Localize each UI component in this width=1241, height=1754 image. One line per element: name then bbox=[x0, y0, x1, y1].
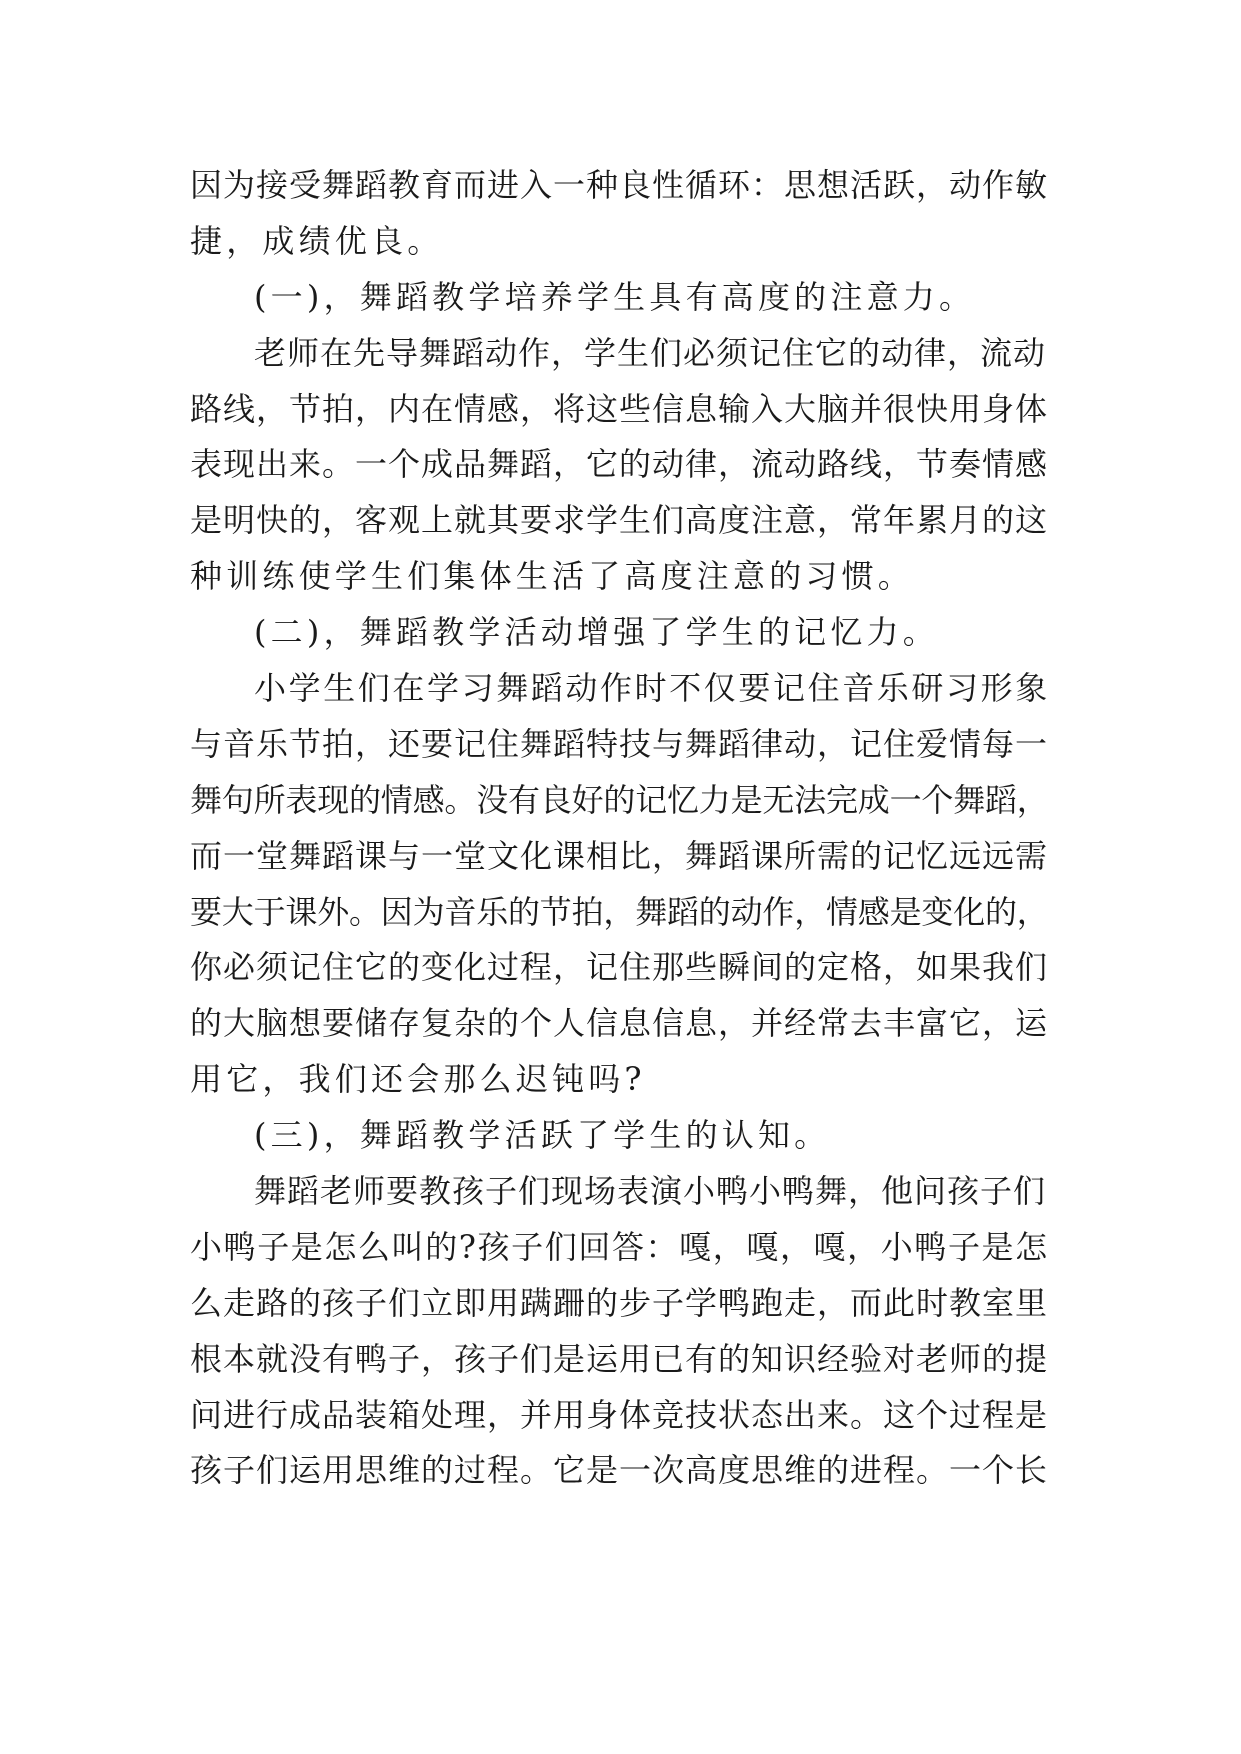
paragraph-memory bbox=[190, 661, 1050, 1108]
text-line: 捷，成绩优良。 bbox=[190, 221, 444, 260]
text-line: 问进行成品装箱处理，并用身体竞技状态出来。这个过程是 bbox=[190, 1395, 1049, 1434]
text-line: 么走路的孩子们立即用蹒跚的步子学鸭跑走，而此时教室里 bbox=[190, 1283, 1049, 1322]
paragraph-cognition bbox=[190, 1164, 1050, 1499]
text-line: 路线，节拍，内在情感，将这些信息输入大脑并很快用身体 bbox=[190, 389, 1049, 428]
text-line: 是明快的，客观上就其要求学生们高度注意，常年累月的这 bbox=[190, 501, 1049, 540]
text-line: 小学生们在学习舞蹈动作时不仅要记住音乐研习形象 bbox=[254, 669, 1050, 708]
text-line: 舞句所表现的情感。没有良好的记忆力是无法完成一个舞蹈， bbox=[190, 780, 1049, 819]
section-heading-2 bbox=[190, 605, 1050, 661]
section-heading-3 bbox=[190, 1108, 1050, 1164]
text-line: 要大于课外。因为音乐的节拍，舞蹈的动作，情感是变化的， bbox=[190, 892, 1049, 931]
paragraph-attention bbox=[190, 326, 1050, 605]
section-heading-text: (二)，舞蹈教学活动增强了学生的记忆力。 bbox=[254, 613, 939, 652]
text-line: 表现出来。一个成品舞蹈，它的动律，流动路线，节奏情感 bbox=[190, 445, 1049, 484]
text-line: 老师在先导舞蹈动作，学生们必须记住它的动律，流动 bbox=[254, 333, 1047, 372]
text-line: 孩子们运用思维的过程。它是一次高度思维的进程。一个长 bbox=[190, 1451, 1049, 1490]
text-line: 舞蹈老师要教孩子们现场表演小鸭小鸭舞，他问孩子们 bbox=[254, 1172, 1047, 1211]
text-line: 根本就没有鸭子，孩子们是运用已有的知识经验对老师的提 bbox=[190, 1339, 1049, 1378]
text-line: 小鸭子是怎么叫的?孩子们回答：嘎，嘎，嘎，小鸭子是怎 bbox=[190, 1227, 1049, 1266]
section-heading-1 bbox=[190, 270, 1050, 326]
document-body bbox=[190, 158, 1050, 1499]
section-heading-text: (一)，舞蹈教学培养学生具有高度的注意力。 bbox=[254, 277, 976, 316]
text-line: 与音乐节拍，还要记住舞蹈特技与舞蹈律动，记住爱情每一 bbox=[190, 724, 1049, 763]
text-line: 而一堂舞蹈课与一堂文化课相比，舞蹈课所需的记忆远远需 bbox=[190, 836, 1049, 875]
text-line: 种训练使学生们集体生活了高度注意的习惯。 bbox=[190, 557, 915, 596]
text-line: 你必须记住它的变化过程，记住那些瞬间的定格，如果我们 bbox=[190, 948, 1049, 987]
paragraph-continuation bbox=[190, 158, 1050, 270]
text-line: 用它，我们还会那么迟钝吗? bbox=[190, 1060, 646, 1099]
text-line: 的大脑想要储存复杂的个人信息信息，并经常去丰富它，运 bbox=[190, 1004, 1049, 1043]
text-line: 因为接受舞蹈教育而进入一种良性循环：思想活跃，动作敏 bbox=[190, 166, 1049, 204]
section-heading-text: (三)，舞蹈教学活跃了学生的认知。 bbox=[254, 1116, 831, 1155]
